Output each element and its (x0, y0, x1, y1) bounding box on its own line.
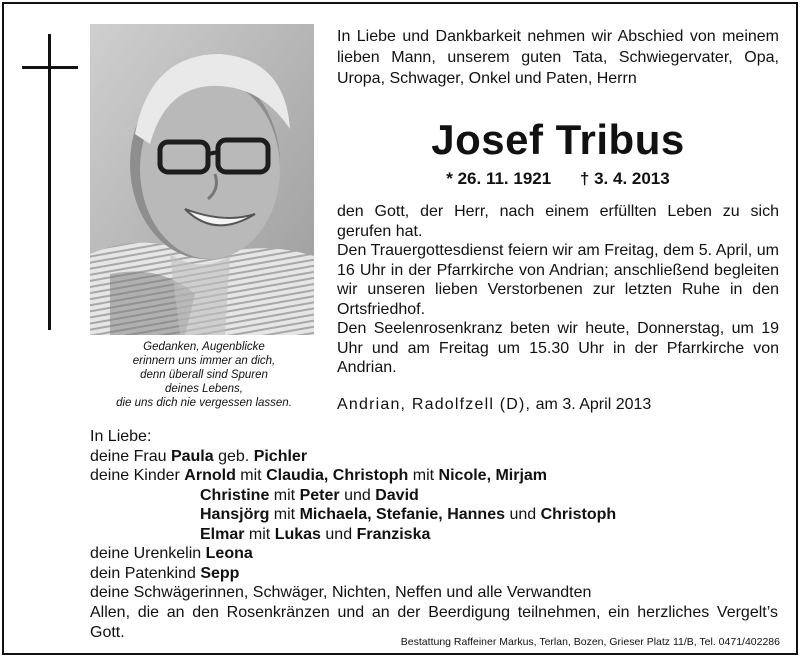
great-grandchild-name: Leona (205, 545, 253, 562)
and-word: und (344, 486, 371, 504)
family-intro: In Liebe: (90, 428, 152, 445)
paragraph-death: den Gott, der Herr, nach einem erfüllten Leben zu sich gerufen hat. (337, 203, 779, 240)
relatives-names: Christoph (540, 506, 617, 523)
godchild-name: Sepp (200, 564, 240, 582)
life-dates (337, 168, 779, 190)
and-word: und (509, 506, 537, 523)
portrait-photo (90, 24, 314, 335)
child-name: Christine (200, 486, 270, 504)
cross-icon (48, 34, 51, 330)
family-relatives: deine Schwägerinnen, Schwäger, Nichten, Neffen und alle Verwandten (90, 584, 592, 601)
relatives-names: Nicole, Mirjam (438, 467, 548, 484)
paragraph-rosary: Den Seelenrosenkranz beten wir heute, Donnerstag, um 19 Uhr und am Freitag um 15.30 Uhr in der Pfarrkirche von Andrian. (337, 320, 779, 376)
family-children (90, 466, 790, 486)
memorial-poem (74, 340, 334, 410)
wife-prefix: deine Frau (90, 447, 167, 465)
great-grandchild-prefix: deine Urenkelin (90, 545, 202, 562)
relatives-names: Lukas (274, 525, 321, 543)
with-word: mit (273, 486, 296, 504)
poem-line: erinnern uns immer an dich, (132, 355, 276, 367)
with-word: mit (248, 525, 271, 543)
relatives-names: Franziska (356, 525, 431, 543)
wife-maiden-name: Pichler (253, 447, 308, 465)
child-name: Arnold (184, 467, 236, 484)
child-name: Elmar (200, 525, 245, 543)
deceased-name: Josef Tribus (431, 116, 685, 163)
poem-line: die uns dich nie vergessen lassen. (116, 397, 292, 409)
place-name: Andrian, Radolfzell (D), (337, 396, 532, 413)
relatives-names: Peter (299, 486, 340, 504)
announcement-body (337, 202, 779, 378)
wife-birthname-prefix: geb. (218, 447, 250, 465)
family-great-grandchild (90, 544, 790, 564)
poem-line: denn überall sind Spuren (140, 369, 268, 381)
family-child-row (90, 505, 790, 525)
and-word: und (325, 525, 353, 543)
poem-line: Gedanken, Augenblicke (143, 341, 265, 353)
family-list (90, 427, 790, 603)
death-date: † 3. 4. 2013 (579, 169, 670, 188)
family-godchild (90, 564, 790, 584)
portrait-image (90, 24, 314, 335)
undertaker-footer: Bestattung Raffeiner Markus, Terlan, Bozen, Grieser Platz 11/B, Tel. 0471/402286 (400, 636, 780, 648)
paragraph-funeral: Den Trauergottesdienst feiern wir am Freitag, dem 5. April, um 16 Uhr in der Pfarrkirche von Andrian; anschließend begleiten wir unseren lieben Verstorbenen zur letzten Ruhe in den Ortsfriedhof. (337, 242, 779, 318)
with-word: mit (240, 467, 262, 484)
family-wife (90, 447, 790, 467)
family-child-row (90, 525, 790, 545)
cross-icon-bar (22, 66, 78, 69)
thanks-text: Allen, die an den Rosenkränzen und an der Beerdigung teilnehmen, ein herzliches Vergelt’s Gott. (90, 604, 778, 641)
children-prefix: deine Kinder (90, 467, 180, 484)
intro-text: In Liebe und Dankbarkeit nehmen wir Abschied von meinem lieben Mann, unserem guten Tata, Schwiegervater, Opa, Uropa, Schwager, Onkel und Paten, Herrn (337, 28, 779, 87)
godchild-prefix: dein Patenkind (90, 564, 196, 582)
place-date (337, 395, 779, 415)
child-name: Hansjörg (200, 506, 270, 523)
place-date-value: am 3. April 2013 (535, 396, 652, 413)
relatives-names: Michaela, Stefanie, Hannes (299, 506, 505, 523)
family-child-row (90, 486, 790, 506)
with-word: mit (273, 506, 296, 523)
with-word: mit (412, 467, 435, 484)
relatives-names: Claudia, Christoph (266, 467, 409, 484)
relatives-names: David (375, 486, 419, 504)
birth-date: * 26. 11. 1921 (446, 169, 552, 188)
poem-line: deines Lebens, (164, 383, 243, 395)
wife-first-name: Paula (170, 447, 214, 465)
